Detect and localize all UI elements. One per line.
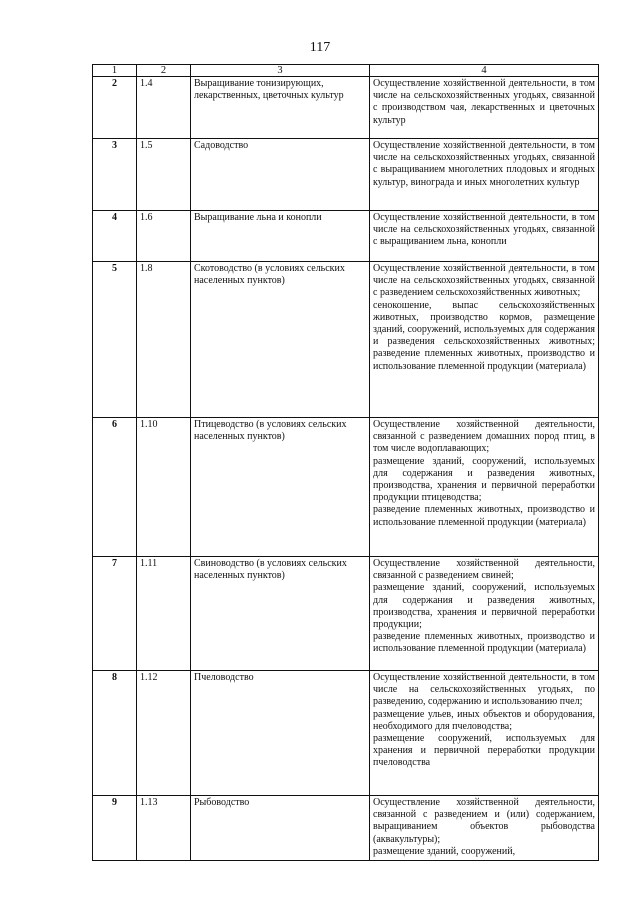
description-paragraph: Осуществление хозяйственной деятельности, связанной с разведением домашних пород птиц, в том числе водоплавающих; (373, 419, 595, 455)
row-description (370, 671, 599, 796)
row-name: Садоводство (191, 139, 370, 211)
row-name: Выращивание льна и конопли (191, 211, 370, 262)
row-code: 1.11 (137, 557, 191, 671)
table-row (93, 77, 599, 139)
row-number: 4 (93, 211, 137, 262)
table-row (93, 796, 599, 861)
page-number: 117 (309, 40, 331, 55)
table-row (93, 557, 599, 671)
header-cell: 3 (191, 65, 370, 77)
description-paragraph: размещение зданий, сооружений, используемых для содержания и разведения животных, производства, хранения и первичной переработки продукции; (373, 582, 595, 631)
description-paragraph: Осуществление хозяйственной деятельности, в том числе на сельскохозяйственных угодьях, связанной с выращиванием многолетних плодовых и ягодных культур, винограда и иных многолетних культур (373, 140, 595, 188)
description-paragraph: сенокошение, выпас сельскохозяйственных животных, производство кормов, размещение зданий, сооружений, используемых для содержания и разведения сельскохозяйственных животных; разведение племенных животных, производство и использование племенной продукции (материала) (373, 299, 595, 372)
row-number: 5 (93, 262, 137, 418)
description-paragraph: Осуществление хозяйственной деятельности, в том числе на сельскохозяйственных угодьях, по разведению, содержанию и использованию пчел; (373, 672, 595, 708)
table-row (93, 671, 599, 796)
table-row (93, 418, 599, 557)
header-cell: 1 (93, 65, 137, 77)
description-paragraph: размещение зданий, сооружений, (373, 845, 516, 857)
row-description (370, 557, 599, 671)
row-code: 1.13 (137, 796, 191, 861)
row-description (370, 211, 599, 262)
header-cell: 2 (137, 65, 191, 77)
description-paragraph: Осуществление хозяйственной деятельности, в том числе на сельскохозяйственных угодьях, связанной с выращиванием льна, конопли (373, 212, 595, 248)
row-code: 1.8 (137, 262, 191, 418)
row-description (370, 139, 599, 211)
description-paragraph: размещение ульев, иных объектов и оборудования, необходимого для пчеловодства; (373, 708, 595, 732)
description-paragraph: разведение племенных животных, производство и использование племенной продукции (материала) (373, 631, 595, 655)
row-name: Птицеводство (в условиях сельских населенных пунктов) (191, 418, 370, 557)
description-paragraph: Осуществление хозяйственной деятельности, в том числе на сельскохозяйственных угодьях, связанной с разведением сельскохозяйственных животных; (373, 263, 595, 299)
row-number: 3 (93, 139, 137, 211)
row-code: 1.5 (137, 139, 191, 211)
row-name: Скотоводство (в условиях сельских населенных пунктов) (191, 262, 370, 418)
row-name: Рыбоводство (191, 796, 370, 861)
row-name: Выращивание тонизирующих, лекарственных, цветочных культур (191, 77, 370, 139)
row-description (370, 796, 599, 861)
table-row (93, 211, 599, 262)
description-paragraph: Осуществление хозяйственной деятельности, связанной с разведением свиней; (373, 558, 595, 582)
description-paragraph: Осуществление хозяйственной деятельности, связанной с разведением и (или) содержанием, выращиванием объектов рыбоводства (аквакультуры); (373, 797, 595, 845)
row-number: 9 (93, 796, 137, 861)
row-number: 7 (93, 557, 137, 671)
row-name: Свиноводство (в условиях сельских населенных пунктов) (191, 557, 370, 671)
row-number: 2 (93, 77, 137, 139)
header-cell: 4 (370, 65, 599, 77)
table-row (93, 262, 599, 418)
description-paragraph: разведение племенных животных, производство и использование племенной продукции (материала) (373, 504, 595, 528)
row-description (370, 418, 599, 557)
row-code: 1.4 (137, 77, 191, 139)
description-paragraph: размещение сооружений, используемых для хранения и первичной переработки продукции пчеловодства (373, 733, 595, 769)
row-number: 6 (93, 418, 137, 557)
table-header-row (93, 65, 599, 77)
row-description (370, 262, 599, 418)
table-row (93, 139, 599, 211)
land-use-table (92, 64, 599, 861)
description-paragraph: Осуществление хозяйственной деятельности, в том числе на сельскохозяйственных угодьях, связанной с производством чая, лекарственных и цветочных культур (373, 78, 595, 126)
row-code: 1.10 (137, 418, 191, 557)
row-number: 8 (93, 671, 137, 796)
row-code: 1.12 (137, 671, 191, 796)
row-code: 1.6 (137, 211, 191, 262)
row-name: Пчеловодство (191, 671, 370, 796)
row-description (370, 77, 599, 139)
description-paragraph: размещение зданий, сооружений, используемых для содержания и разведения животных, производства, хранения и первичной переработки продукции птицеводства; (373, 455, 595, 504)
